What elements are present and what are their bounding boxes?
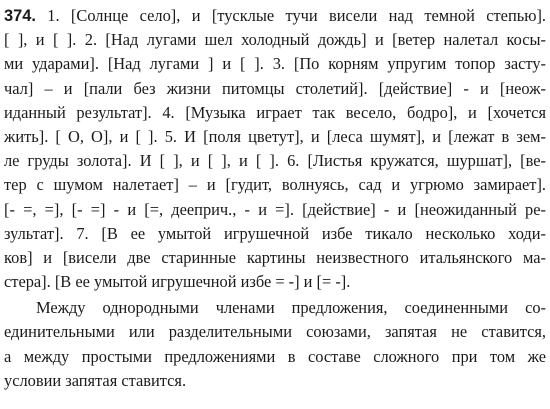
rule-line-3: а между простыми предложениями в составе сложного при том же [4, 346, 546, 366]
rule-line-1: Между однородными членами предложения, соединенными со- [36, 298, 546, 318]
exercise-374 [4, 4, 546, 294]
exercise-line-4: чал] – и [пали без жизни питомцы столетий]. [действие] - и [неож- [4, 78, 546, 98]
exercise-line-2: [ ], и [ ]. 2. [Над лугами шел холодный дождь] и [ветер налетал косы- [4, 30, 546, 50]
exercise-line-1: 374. 1. [Солнце село], и [тусклые тучи висели над темной степью]. [4, 6, 546, 25]
rule-paragraph [4, 296, 546, 393]
exercise-line-10: зультат]. 7. [В ее умытой игрушечной избе тикало несколько ходи- [4, 223, 546, 243]
exercise-line-3: ми ударами]. [Над лугами ] и [ ]. 3. [По корням упругим топор засту- [4, 54, 546, 74]
exercise-line-5: иданный результат]. 4. [Музыка играет так весело, бодро], и [хочется [4, 102, 546, 122]
rule-line-4: условии запятая ставится. [4, 370, 187, 390]
exercise-line-9: [- =, =], [- =] - и [=, дееприч., - и =]. [действие] - и [неожиданный ре- [4, 199, 546, 219]
rule-line-2: единительными или разделительными союзами, запятая не ставится, [4, 322, 546, 342]
exercise-line-11: ков] и [висели две старинные картины неизвестного итальянского ма- [4, 247, 546, 267]
exercise-line-6: жить]. [ О, О], и [ ]. 5. И [поля цветут], и [леса шумят], и [лежат в зем- [4, 126, 546, 146]
exercise-line-7: ле груды золота]. И [ ], и [ ], и [ ]. 6. [Листья кружатся, шуршат], [ве- [4, 151, 546, 171]
exercise-number: 374. [4, 7, 36, 25]
exercise-line-12: стера]. [В ее умытой игрушечной избе = -] и [= -]. [4, 272, 351, 292]
exercise-line-8: тер с шумом налетает] – и [гудит, волнуясь, сад и угрюмо замирает]. [4, 175, 546, 195]
